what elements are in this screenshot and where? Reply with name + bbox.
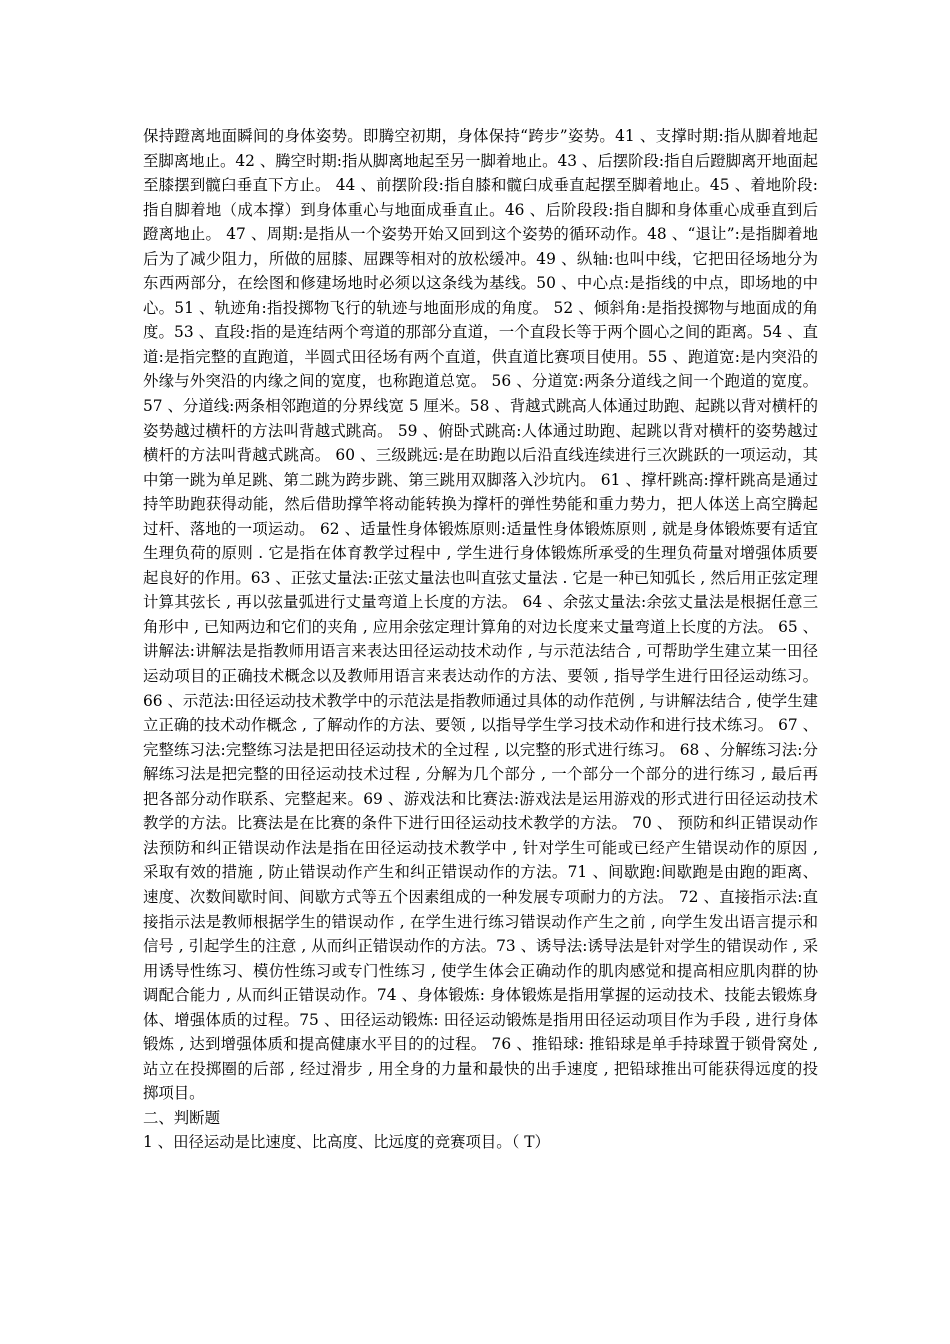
document-page bbox=[143, 124, 818, 1155]
question-item: 1 、田径运动是比速度、比高度、比远度的竞赛项目。（ T） bbox=[143, 1133, 550, 1152]
definitions-paragraph: 保持蹬离地面瞬间的身体姿势。即腾空初期，身体保持“跨步”姿势。41 、支撑时期:指从脚着地起至脚离地止。42 、腾空时期:指从脚离地起至另一脚着地止。43 、后摆阶段:指自后蹬脚离开地面起至膝摆到髋臼垂直下方止。 44 、前摆阶段:指自膝和髋臼成垂直起摆至脚着地止。45 、着地阶段:指自脚着地（成本撑）到身体重心与地面成垂直止。46 、后阶段段:指自脚和身体重心成垂直到后蹬离地止。 47 、周期:是指从一个姿势开始又回到这个姿势的循环动作。48 、“退让”:是指脚着地后为了减少阻力，所做的屈膝、屈踝等相对的放松缓冲。49 、纵轴:也叫中线，它把田径场地分为东西两部分，在绘图和修建场地时必须以这条线为基线。50 、中心点:是指线的中点，即场地的中心。51 、轨迹角:指投掷物飞行的轨迹与地面形成的角度。 52 、倾斜角:是指投掷物与地面成的角度。53 、直段:指的是连结两个弯道的那部分直道，一个直段长等于两个圆心之间的距离。54 、直道:是指完整的直跑道，半圆式田径场有两个直道，供直道比赛项目使用。55 、跑道宽:是内突沿的外缘与外突沿的内缘之间的宽度，也称跑道总宽。 56 、分道宽:两条分道线之间一个跑道的宽度。 57 、分道线:两条相邻跑道的分界线宽 5 厘米。58 、背越式跳高人体通过助跑、起跳以背对横杆的姿势越过横杆的方法叫背越式跳高。 59 、俯卧式跳高:人体通过助跑、起跳以背对横杆的姿势越过横杆的方法叫背越式跳高。 60 、三级跳远:是在助跑以后沿直线连续进行三次跳跃的一项运动，其中第一跳为单足跳、第二跳为跨步跳、第三跳用双脚落入沙坑内。 61 、撑杆跳高:撑杆跳高是通过持竿助跑获得动能，然后借助撑竿将动能转换为撑杆的弹性势能和重力势力，把人体送上高空腾起过杆、落地的一项运动。 62 、适量性身体锻炼原则:适量性身体锻炼原则 , 就是身体锻炼要有适宜生理负荷的原则 . 它是指在体育教学过程中 , 学生进行身体锻炼所承受的生理负荷量对增强体质要起良好的作用。63 、正弦丈量法:正弦丈量法也叫直弦丈量法 . 它是一种已知弧长 , 然后用正弦定理计算其弦长 , 再以弦量弧进行丈量弯道上长度的方法。 64 、余弦丈量法:余弦丈量法是根据任意三角形中 , 已知两边和它们的夹角 , 应用余弦定理计算角的对边长度来丈量弯道上长度的方法。 65 、讲解法:讲解法是指教师用语言来表达田径运动技术动作 , 与示范法结合 , 可帮助学生建立某一田径运动项目的正确技术概念以及教师用语言来表达动作的方法、要领 , 指导学生进行田径运动练习。 66 、示范法:田径运动技术教学中的示范法是指教师通过具体的动作范例 , 与讲解法结合 , 使学生建立正确的技术动作概念 , 了解动作的方法、要领 , 以指导学生学习技术动作和进行技术练习。 67 、完整练习法:完整练习法是把田径运动技术的全过程 , 以完整的形式进行练习。 68 、分解练习法:分解练习法是把完整的田径运动技术过程 , 分解为几个部分 , 一个部分一个部分的进行练习 , 最后再把各部分动作联系、完整起来。69 、游戏法和比赛法:游戏法是运用游戏的形式进行田径运动技术教学的方法。比赛法是在比赛的条件下进行田径运动技术教学的方法。 70 、 预防和纠正错误动作法预防和纠正错误动作法是指在田径运动技术教学中 , 针对学生可能或已经产生错误动作的原因 , 采取有效的措施 , 防止错误动作产生和纠正错误动作的方法。71 、间歇跑:间歇跑是由跑的距离、速度、次数间歇时间、间歇方式等五个因素组成的一种发展专项耐力的方法。 72 、直接指示法:直接指示法是教师根据学生的错误动作 , 在学生进行练习错误动作产生之前 , 向学生发出语言提示和信号 , 引起学生的注意 , 从而纠正错误动作的方法。73 、诱导法:诱导法是针对学生的错误动作 , 采用诱导性练习、模仿性练习或专门性练习 , 使学生体会正确动作的肌肉感觉和提高相应肌肉群的协调配合能力 , 从而纠正错误动作。74 、身体锻炼: 身体锻炼是指用掌握的运动技术、技能去锻炼身体、增强体质的过程。75 、田径运动锻炼: 田径运动锻炼是指用田径运动项目作为手段 , 进行身体锻炼 , 达到增强体质和提高健康水平目的的过程。 76 、推铅球: 推铅球是单手持球置于锁骨窝处 , 站立在投掷圈的后部 , 经过滑步 , 用全身的力量和最快的出手速度 , 把铅球推出可能获得远度的投掷项目。 bbox=[143, 127, 818, 1103]
section-heading-true-false: 二、判断题 bbox=[143, 1108, 220, 1127]
